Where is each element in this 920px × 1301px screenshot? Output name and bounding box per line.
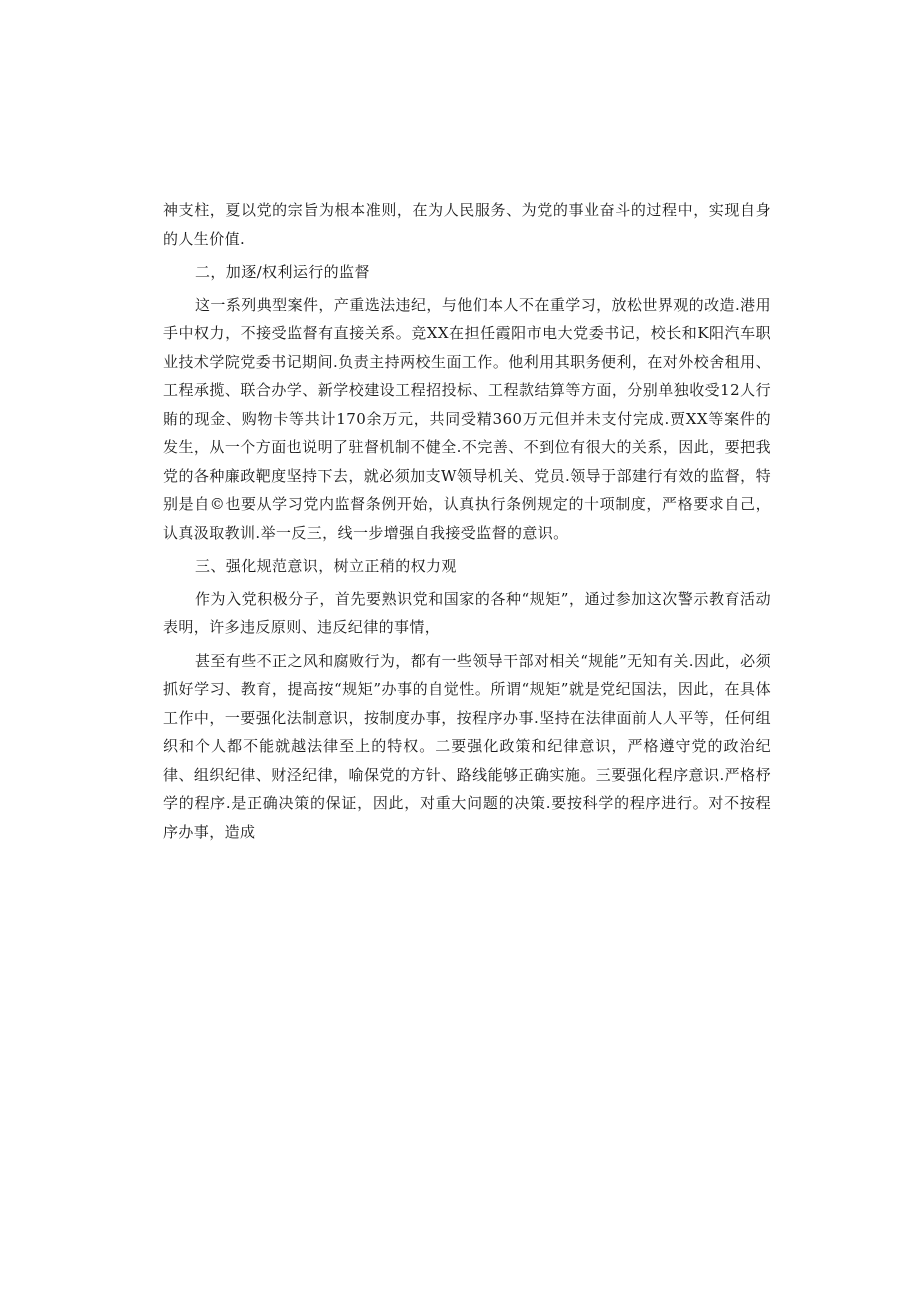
section-heading-2: 二，加逐/权利运行的监督 [195, 263, 370, 281]
section-heading-3: 三、强化规范意识，树立正稍的权力观 [195, 557, 457, 575]
paragraph-supervision: 这一系列典型案件，产重选法违纪，与他们本人不在重学习，放松世界观的改造.港用手中权力，不接受监督有直接关系。竞XX在担任霞阳市电大党委书记，校长和K阳汽车职业技术学院党委书记期间.负责主持两校生面工作。他利用其职务便利，在对外校舍租用、工程承揽、联合办学、新学校建设工程招投标、工程款结算等方面，分别单独收受12人行賄的现金、购物卡等共计170余万元，共同受精360万元但并未支付完成.贾XX等案件的发生，从一个方面也说明了驻督机制不健全.不完善、不到位有很大的关系，因此，要把我党的各种廉政靶度坚持下去，就必须加支W领导机关、党员.领导于部建行有效的监督，特别是自©也要从学习党内监督条例开始，认真执行条例规定的十项制度，严格要求自己，认真汲取教训.举一反三，线一步增强自我接受监督的意识。 [163, 295, 771, 542]
paragraph-rules-intro: 作为入党积极分子，首先要熟识党和国家的各种“规矩”，通过参加这次警示教育活动表明，许多违反原则、违反纪律的事情， [163, 589, 771, 636]
paragraph-continuation: 神支柱，夏以党的宗旨为根本准则，在为人民服务、为党的事业奋斗的过程中，实现自身的人生价值. [163, 201, 771, 248]
paragraph-rules-detail: 甚至有些不正之风和腐败行为，都有一些领导干部对相关“规能”无知有关.因此，必须抓好学习、教育，提高按“规矩”办事的自觉性。所谓“规矩”就是党纪国法，因此，在具体工作中，一要强化法制意识，按制度办事，按程序办事.坚持在法律面前人人平等，任何组织和个人都不能就越法律至上的特权。二要强化政策和纪律意识，严格遵守党的政治纪律、组织纪律、财泾纪律，喻保党的方针、路线能够正确实施。三要强化程序意识.严格杼学的程序.是正确决策的保证，因此，对重大问题的决策.要按科学的程序进行。对不按程序办事，造成 [163, 651, 771, 841]
document-body [163, 196, 771, 846]
